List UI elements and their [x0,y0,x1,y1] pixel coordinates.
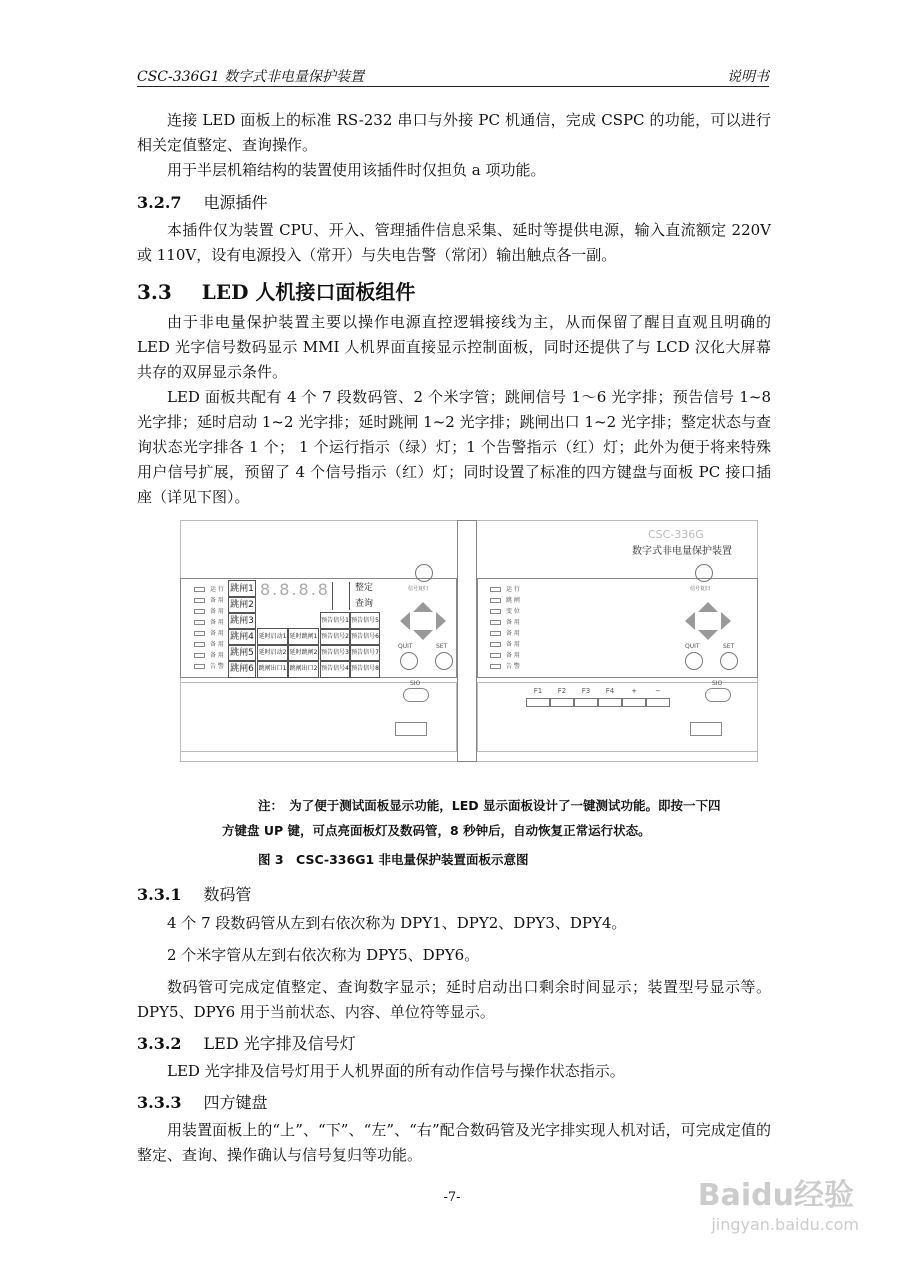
paragraph: 4 个 7 段数码管从左到右依次称为 DPY1、DPY2、DPY3、DPY4。 [167,914,627,932]
section-heading-3-3-2 [137,1031,356,1054]
section-heading-3-3-1 [137,882,252,905]
indicator-led [194,650,224,659]
delay-start-2-label: 延时启动2 [257,644,288,662]
delay-trip-1-label: 延时跳闸1 [288,628,319,646]
section-title: 四方键盘 [203,1093,268,1112]
paragraph: 2 个米字管从左到右依次称为 DPY5、DPY6。 [167,946,480,964]
indicator-led [194,584,224,593]
led-label: 运 行 [506,586,520,593]
led-label: 告 警 [506,663,520,670]
paragraph: 用于半层机箱结构的装置使用该插件时仅担负 a 项功能。 [167,161,546,179]
up-arrow-key[interactable] [698,602,718,612]
function-key[interactable] [646,687,670,707]
paragraph: LED 光字排及信号灯用于人机界面的所有动作信号与操作状态指示。 [167,1062,625,1080]
led-label: 备 用 [210,630,224,637]
indicator-led [490,661,520,670]
sio-port [403,688,429,702]
section-title: LED 人机接口面板组件 [201,280,416,304]
watermark-logo: Baidu经验 [697,1178,854,1213]
sio-label: SIO [410,680,421,687]
trip-4-label: 跳闸4 [228,628,256,646]
section-title: LED 光字排及信号灯 [203,1034,356,1053]
sio-label-right: SIO [712,680,723,687]
led-label: 备 用 [506,641,520,648]
figure-note-line1: 注： 为了便于测试面板显示功能，LED 显示面板设计了一键测试功能。即按一下四 [258,798,721,813]
paragraph: 数码管可完成定值整定、查询数字显示；延时启动出口剩余时间显示；装置型号显示等。DPY5、DPY6 用于当前状态、内容、单位符等显示。 [137,978,771,1021]
section-number: 3.3 [137,280,172,304]
indicator-led [194,595,224,604]
led-label: 告 警 [210,663,224,670]
quit-button[interactable] [400,652,418,670]
led-label: 备 用 [210,652,224,659]
paragraph: 连接 LED 面板上的标准 RS-232 串口与外接 PC 机通信，完成 CSPC 的功能，可以进行相关定值整定、查询操作。 [137,111,771,154]
trip-1-label: 跳闸1 [228,580,256,598]
function-key[interactable] [622,687,646,707]
quit-label-right: QUIT [685,643,700,650]
running-header [137,64,769,87]
quit-button-right[interactable] [685,652,703,670]
query-state-label: 查询 [354,599,373,609]
led-label: 跳 闸 [506,597,520,604]
led-label: 备 用 [506,630,520,637]
function-key[interactable] [574,687,598,707]
function-key-label: F1 [533,687,543,695]
down-arrow-key[interactable] [413,630,433,640]
led-label: 备 用 [210,619,224,626]
warning-signal-label: 预告信号6 [350,628,380,646]
function-key-label: + [631,687,637,695]
indicator-led [490,606,520,615]
trip-output-2-label: 跳闸出口2 [288,660,319,678]
trip-2-label: 跳闸2 [228,596,256,614]
section-heading-3-3 [137,276,415,305]
function-key[interactable] [526,687,550,707]
sio-port-right [705,688,731,702]
function-key-label: F3 [581,687,591,695]
indicator-led [490,595,520,604]
left-arrow-key[interactable] [400,612,410,630]
led-label: 备 用 [210,597,224,604]
indicator-led [194,661,224,670]
indicator-led [194,628,224,637]
section-number: 3.3.1 [137,885,182,904]
warning-signal-label: 预告信号1 [320,612,350,630]
led-label: 运 行 [210,586,224,593]
panel-divider [457,520,477,762]
section-number: 3.3.2 [137,1034,182,1053]
warning-signal-label: 预告信号2 [320,628,350,646]
trip-output-1-label: 跳闸出口1 [257,660,288,678]
paragraph: LED 面板共配有 4 个 7 段数码管、2 个米字管；跳闸信号 1～6 光字排；预告信号 1~8 光字排；延时启动 1~2 光字排；延时跳闸 1~2 光字排；跳闸出口 1~2 光字排；整定状态与查询状态光字排各 1 个； 1 个运行指示（绿）灯；1 个告警指示（红）灯；此外为便于将来特殊用户信号扩展，预留了 4 个信号指示（红）灯；同时设置了标准的四方键盘与面板 PC 接口插座（详见下图）。 [137,388,771,506]
section-number: 3.3.3 [137,1093,182,1112]
indicator-led [490,628,520,637]
set-button[interactable] [435,652,453,670]
device-model: CSC-336G [648,528,704,541]
warning-signal-label: 预告信号5 [350,612,380,630]
indicator-led [194,617,224,626]
trip-3-label: 跳闸3 [228,612,256,630]
warning-signal-label: 预告信号4 [320,660,350,678]
indicator-led [490,639,520,648]
led-label: 备 用 [210,641,224,648]
device-name: 数字式非电量保护装置 [632,546,732,557]
section-heading-3-2-7 [137,190,268,213]
reset-knob[interactable] [415,564,433,582]
led-label: 变 位 [506,608,520,615]
seven-segment-display: 8.8.8.8 [260,580,330,599]
indicator-led [194,639,224,648]
figure-caption: 图 3 CSC-336G1 非电量保护装置面板示意图 [258,852,529,867]
header-title: CSC-336G1 数字式非电量保护装置 [137,69,365,85]
header-doc-type: 说明书 [727,69,769,85]
left-arrow-key[interactable] [685,612,695,630]
quit-label: QUIT [398,643,413,650]
set-key-label-right: SET [723,643,735,650]
section-title: 电源插件 [203,193,268,212]
reset-knob-right[interactable] [695,564,713,582]
function-key-label: F4 [605,687,615,695]
reset-label: 信号复归 [408,586,429,592]
indicator-led [490,617,520,626]
arrow-left-icon [395,722,427,736]
indicator-led [490,650,520,659]
indicator-led [490,584,520,593]
page-number: -7- [443,1190,461,1205]
figure-note-line2: 方键盘 UP 键，可点亮面板灯及数码管，8 秒钟后，自动恢复正常运行状态。 [222,823,651,838]
led-label: 备 用 [210,608,224,615]
warning-signal-label: 预告信号8 [350,660,380,678]
right-arrow-key[interactable] [436,612,446,630]
delay-trip-2-label: 延时跳闸2 [288,644,319,662]
section-title: 数码管 [203,885,252,904]
led-label: 备 用 [506,619,520,626]
section-number: 3.2.7 [137,193,182,212]
trip-5-label: 跳闸5 [228,644,256,662]
led-label: 备 用 [506,652,520,659]
arrow-left-icon-right [690,722,722,736]
setting-state-label: 整定 [354,583,373,593]
trip-6-label: 跳闸6 [228,660,256,678]
right-arrow-key[interactable] [721,612,731,630]
watermark-url: jingyan.baidu.com [711,1215,859,1234]
up-arrow-key[interactable] [413,602,433,612]
paragraph: 由于非电量保护装置主要以操作电源直控逻辑接线为主，从而保留了醒目直观且明确的 LED 光字信号数码显示 MMI 人机界面直接显示控制面板，同时还提供了与 LCD 汉化大屏幕共存的双屏显示条件。 [137,313,771,381]
function-key[interactable] [550,687,574,707]
star-segment-display [332,582,350,610]
set-button-right[interactable] [720,652,738,670]
down-arrow-key[interactable] [698,630,718,640]
reset-label-right: 信号复归 [690,586,711,592]
warning-signal-label: 预告信号3 [320,644,350,662]
panel-diagram [180,520,758,762]
function-key-label: − [655,687,661,695]
section-heading-3-3-3 [137,1090,268,1113]
function-key-label: F2 [557,687,567,695]
paragraph: 用装置面板上的“上”、“下”、“左”、“右”配合数码管及光字排实现人机对话，可完成定值的整定、查询、操作确认与信号复归等功能。 [137,1121,771,1164]
warning-signal-label: 预告信号7 [350,644,380,662]
paragraph: 本插件仅为装置 CPU、开入、管理插件信息采集、延时等提供电源，输入直流额定 220V 或 110V，设有电源投入（常开）与失电告警（常闭）输出触点各一副。 [137,221,771,264]
delay-start-1-label: 延时启动1 [257,628,288,646]
indicator-led [194,606,224,615]
set-key-label: SET [436,643,448,650]
function-key[interactable] [598,687,622,707]
